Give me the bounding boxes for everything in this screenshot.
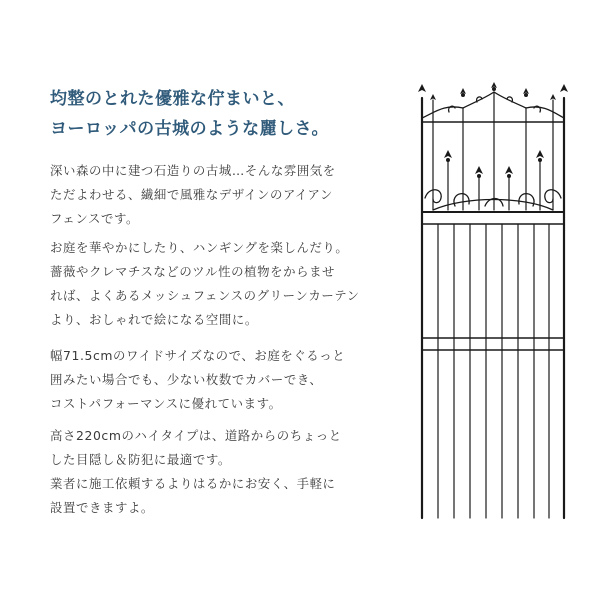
paragraph-line: 設置できますよ。 xyxy=(50,500,154,515)
paragraph-line: 幅71.5cmのワイドサイズなので、お庭をぐるっと xyxy=(50,348,346,363)
top-finials xyxy=(418,82,568,100)
headline xyxy=(50,84,390,144)
paragraph-line: 高さ220cmのハイタイプは、道路からのちょっと xyxy=(50,428,342,443)
vertical-bars xyxy=(438,224,549,518)
paragraph-height xyxy=(50,424,400,520)
upper-bars xyxy=(433,92,553,210)
paragraph-line: 深い森の中に建つ石造りの古城…そんな雰囲気を xyxy=(50,163,336,178)
top-scroll xyxy=(422,92,564,118)
paragraph-line: お庭を華やかにしたり、ハンギングを楽しんだり。 xyxy=(50,240,349,255)
paragraph-line: 囲みたい場合でも、少ない枚数でカバーでき、 xyxy=(50,372,323,387)
paragraph-line: より、おしゃれで絵になる空間に。 xyxy=(50,312,258,327)
paragraph-line: コストパフォーマンスに優れています。 xyxy=(50,396,282,411)
paragraph-garden xyxy=(50,236,400,332)
iron-fence xyxy=(418,82,568,518)
headline-line-1: 均整のとれた優雅な佇まいと、 xyxy=(50,89,295,109)
paragraph-line: 薔薇やクレマチスなどのツル性の植物をからませ xyxy=(50,264,336,279)
paragraph-line: 業者に施工依頼するよりはるかにお安く、手軽に xyxy=(50,476,336,491)
paragraph-line: ただよわせる、繊細で風雅なデザインのアイアン xyxy=(50,187,333,202)
paragraph-line: フェンスです。 xyxy=(50,211,139,226)
paragraph-line: れば、よくあるメッシュフェンスのグリーンカーテン xyxy=(50,288,360,303)
headline-line-2: ヨーロッパの古城のような麗しさ。 xyxy=(50,119,329,139)
paragraph-intro xyxy=(50,159,400,231)
paragraph-width xyxy=(50,344,400,416)
fence-illustration xyxy=(405,78,590,538)
paragraph-line: した目隠し＆防犯に最適です。 xyxy=(50,452,231,467)
